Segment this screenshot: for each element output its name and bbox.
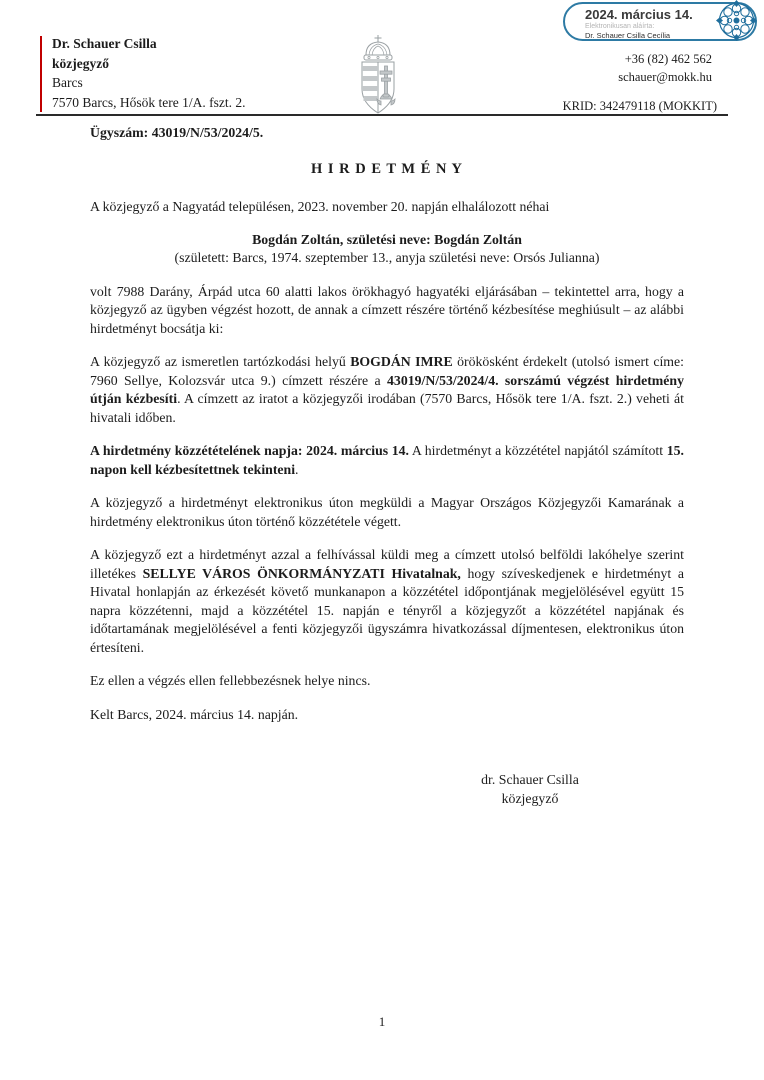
body-paragraph: volt 7988 Darány, Árpád utca 60 alatti lakos örökhagyó hagyatéki eljárásában – tekintettel arra, hogy a közjegyző az ügyben végzést hozott, de annak a címzett részére történő kézbesítése meghiúsult – az alábbi hirdetményt bocsátja ki: <box>90 283 684 336</box>
document-title: H I R D E T M É N Y <box>310 160 464 177</box>
letterhead-title: közjegyző <box>52 55 109 71</box>
deceased-name: Bogdán Zoltán, születési neve: Bogdán Zoltán <box>252 231 522 247</box>
body-paragraph: A közjegyző a hirdetményt elektronikus úton megküldi a Magyar Országos Közjegyzői Kamarának a hirdetmény elektronikus úton történő közzététele végett. <box>90 495 684 529</box>
signature-name: dr. Schauer Csilla <box>481 772 579 787</box>
page-number: 1 <box>378 1014 386 1029</box>
document-body <box>90 120 684 808</box>
signature-title: közjegyző <box>501 790 559 806</box>
header-divider <box>36 114 728 116</box>
body-paragraph: A hirdetmény közzétételének napja: 2024. március 14. A hirdetményt a közzététel napjától számított 15. napon kell kézbesítettnek tekinteni. <box>90 443 684 477</box>
no-appeal-note: Ez ellen a végzés ellen fellebbezésnek helye nincs. <box>90 673 371 688</box>
coat-of-arms-icon <box>352 33 404 117</box>
stamp-date: 2024. március 14. <box>585 7 693 22</box>
letterhead <box>52 34 245 112</box>
email-address: schauer@mokk.hu <box>618 70 712 84</box>
stamp-signed-label: Elektronikusan aláírta: <box>585 23 655 30</box>
krid-number: KRID: 342479118 (MOKKIT) <box>562 99 717 113</box>
intro-paragraph: A közjegyző a Nagyatád településen, 2023. november 20. napján elhalálozott néhai <box>90 199 550 214</box>
body-paragraph: A közjegyző ezt a hirdetményt azzal a felhívással küldi meg a címzett utolsó belföldi lakóhelye szerint illetékes SELLYE VÁROS ÖNKORMÁNYZATI Hivatalnak, hogy szíveskedjenek e hirdetményt a Hivatal honlapján az érkezését követő munkanapon a közzététel időpontjának megjelölésével együtt 15 napra közzétenni, majd a közzététel 15. napján e tényről a közjegyzőt a közzététel napjának és időtartamának megjelölésével a fenti közjegyzői ügyszámra hivatkozással díjmentesen, elektronikus úton értesíteni. <box>90 547 684 655</box>
letterhead-name: Dr. Schauer Csilla <box>52 36 157 51</box>
contact-block <box>618 50 712 86</box>
letterhead-city: Barcs <box>52 75 83 90</box>
stamp-signer-name: Dr. Schauer Csilla Cecília <box>585 31 671 40</box>
signature-block <box>400 771 660 808</box>
body-paragraph: A közjegyző az ismeretlen tartózkodási helyű BOGDÁN IMRE örökösként érdekelt (utolsó ismert címe: 7960 Sellye, Kolozsvár utca 9.) címzett részére a 43019/N/53/2024/4. sorszámú végzést hirdetmény útján kézbesíti. A címzett az iratot a közjegyzői irodában (7570 Barcs, Hősök tere 1/A. fszt. 2.) veheti át hivatali időben. <box>90 354 684 425</box>
letterhead-address: 7570 Barcs, Hősök tere 1/A. fszt. 2. <box>52 94 246 110</box>
date-line: Kelt Barcs, 2024. március 14. napján. <box>90 706 299 722</box>
notary-seal-icon <box>716 0 757 41</box>
case-number: Ügyszám: 43019/N/53/2024/5. <box>90 125 264 140</box>
deceased-birth-details: (született: Barcs, 1974. szeptember 13., anyja születési neve: Orsós Julianna) <box>174 250 600 265</box>
red-accent-line <box>40 36 42 112</box>
phone-number: +36 (82) 462 562 <box>624 52 712 66</box>
